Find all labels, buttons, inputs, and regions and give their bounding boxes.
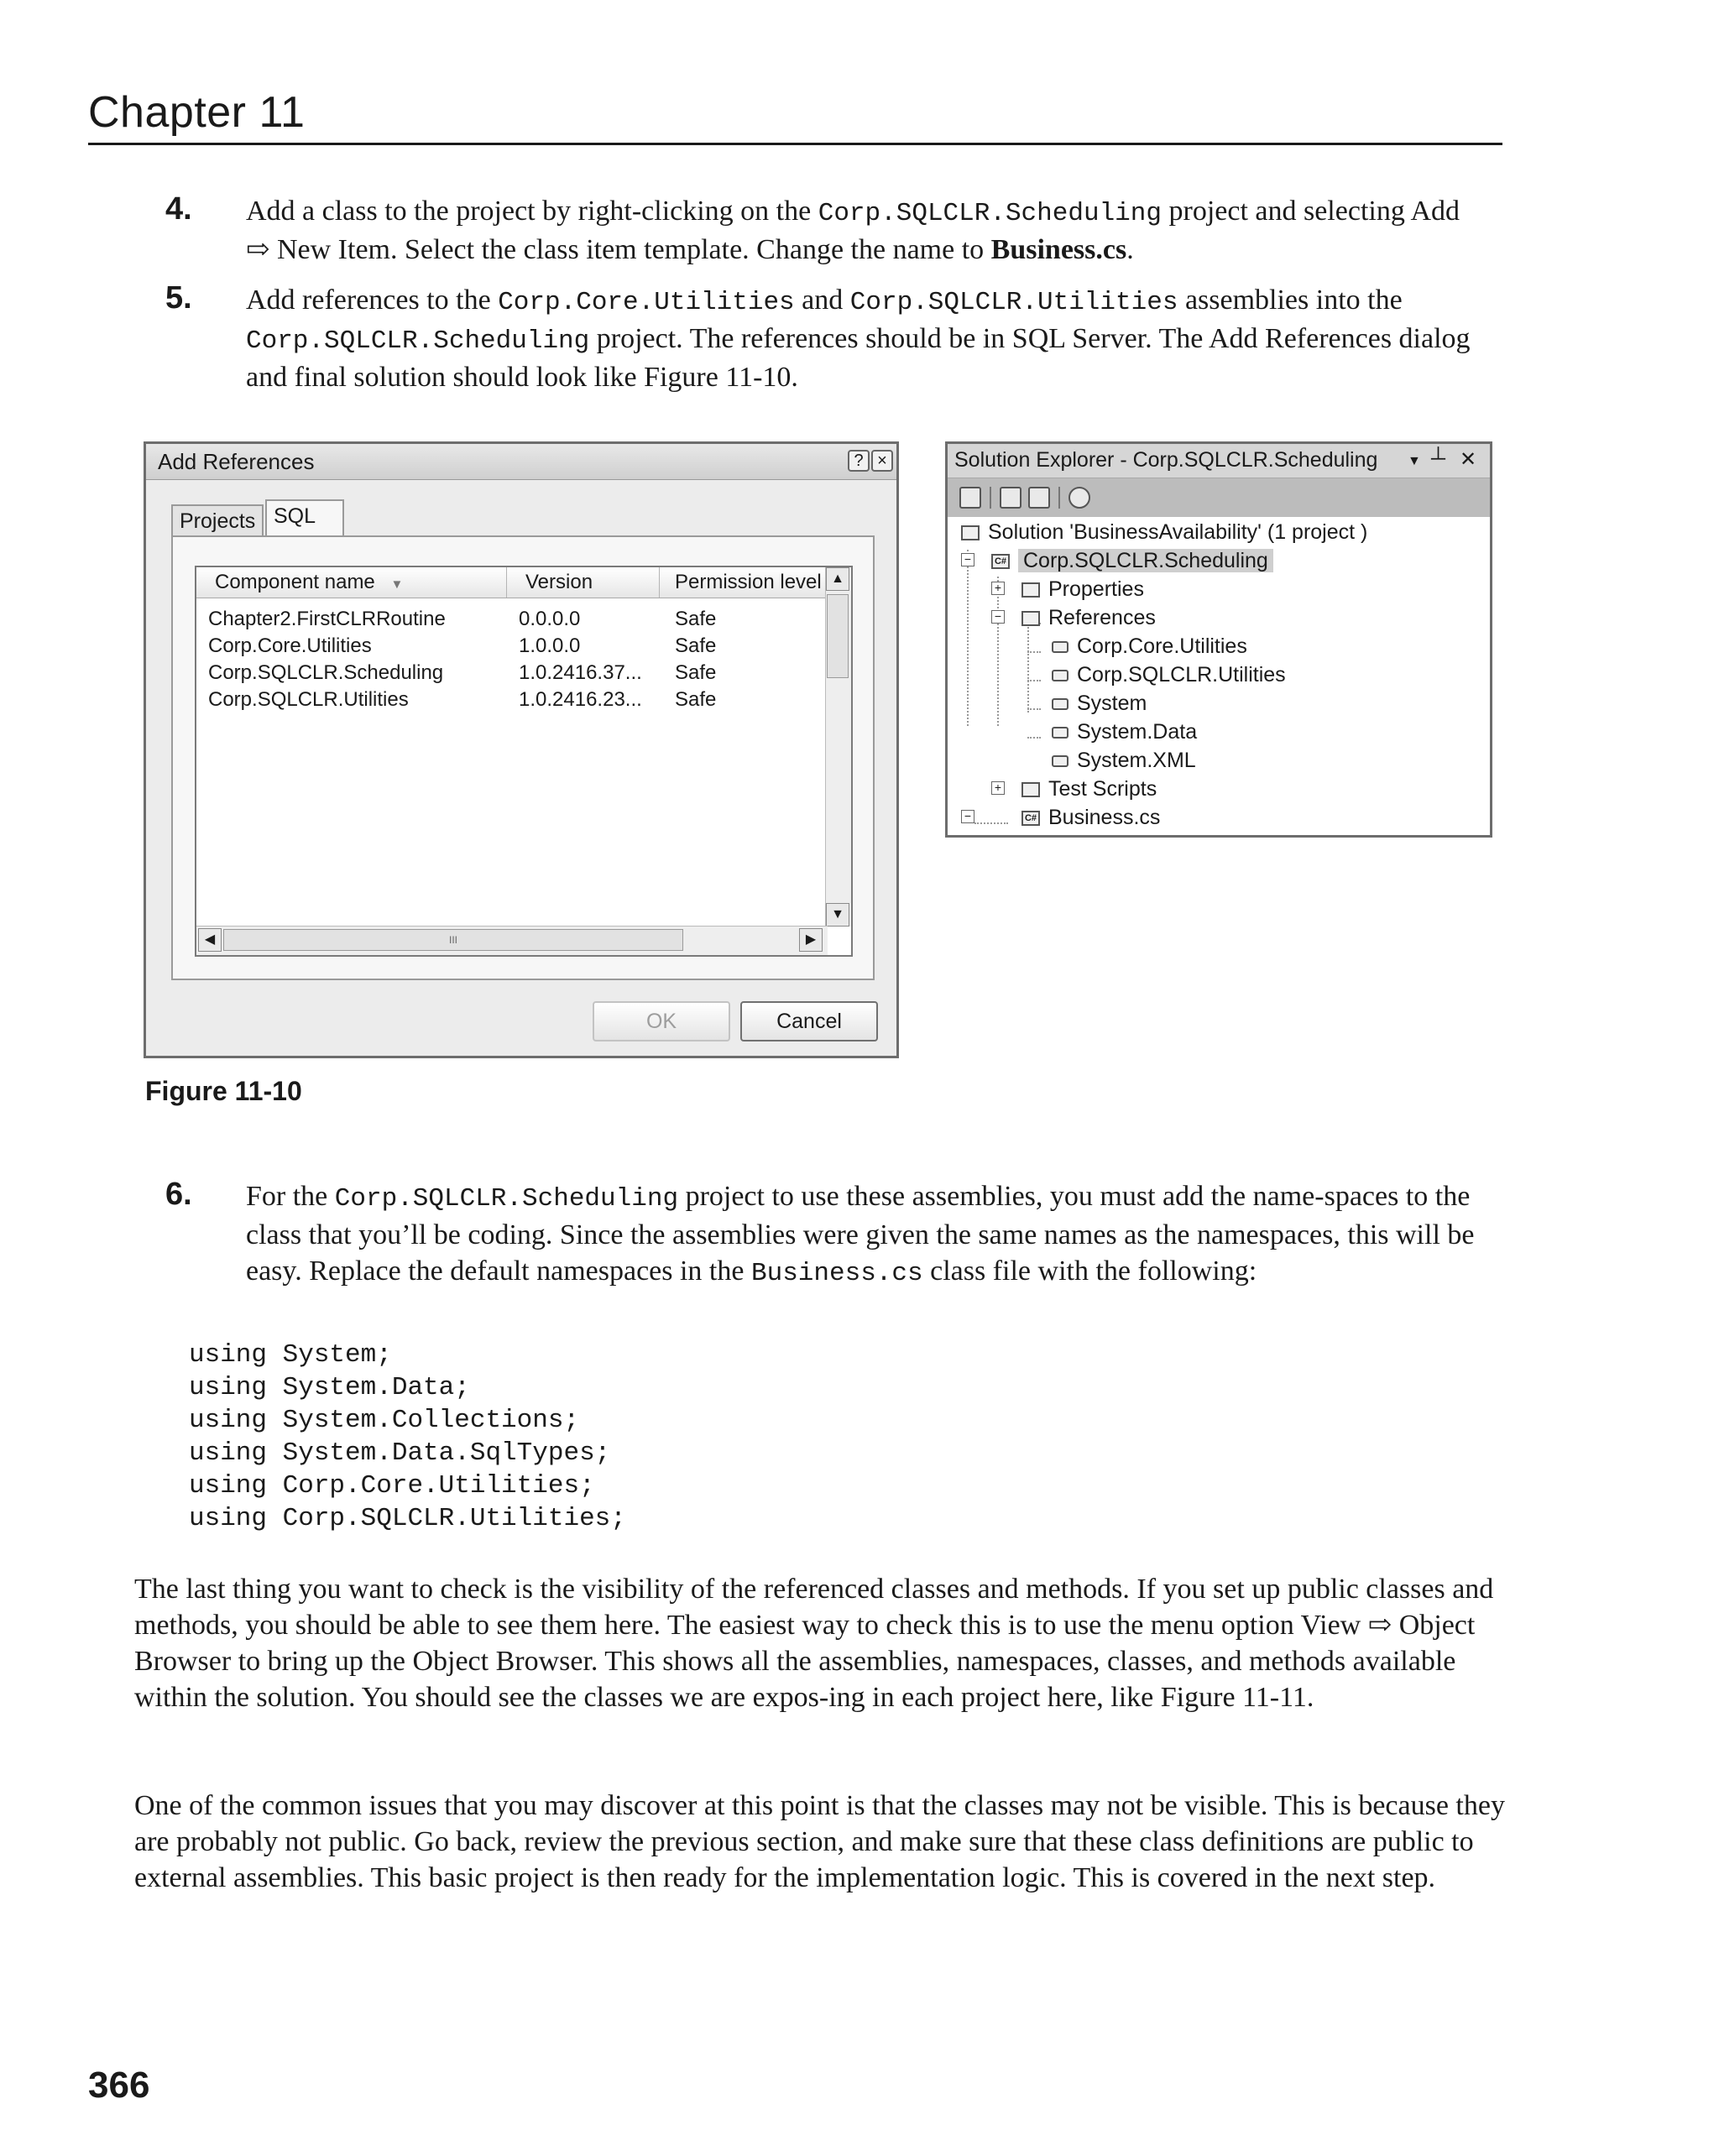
horizontal-scroll-thumb[interactable]: III [223,929,683,951]
code-line: using System.Data; [189,1373,470,1402]
component-version: 1.0.2416.37... [519,661,642,684]
component-name: Corp.Core.Utilities [208,634,372,657]
ok-button[interactable]: OK [593,1001,730,1041]
tree-node-reference[interactable] [1052,718,1197,746]
show-all-files-icon[interactable] [1000,487,1021,509]
figure-caption: Figure 11-10 [145,1076,302,1106]
step-number: 5. [165,280,192,316]
component-permission: Safe [675,634,717,657]
node-label: Corp.SQLCLR.Scheduling [1018,549,1273,572]
text-run: Add references to the [246,285,499,316]
scroll-left-icon[interactable]: ◀ [198,928,222,952]
chapter-title: Chapter 11 [88,88,306,137]
tree-line [967,550,969,726]
reference-icon [1052,698,1068,710]
tree-node-reference[interactable] [1052,689,1147,718]
horizontal-scrollbar[interactable] [196,926,828,955]
vertical-scroll-thumb[interactable] [827,594,849,678]
sort-arrow-icon: ▼ [390,577,404,592]
add-references-dialog [144,441,899,1058]
tree-line [1027,708,1041,710]
list-item[interactable] [196,686,828,713]
solution-explorer-titlebar [948,444,1490,478]
node-label: Corp.Core.Utilities [1077,634,1247,658]
toolbar-separator [1058,487,1060,509]
scroll-up-icon[interactable]: ▲ [826,567,849,591]
component-list[interactable] [195,566,853,957]
tab-panel-sql-server [171,535,875,980]
tree-node-test-scripts[interactable] [1021,775,1157,803]
tree-node-business-cs[interactable] [1021,803,1160,832]
refresh-icon[interactable] [1028,487,1050,509]
bold-run: Business.cs [990,234,1127,265]
component-permission: Safe [675,608,717,630]
code-line: using Corp.SQLCLR.Utilities; [189,1504,626,1533]
code-line: using System; [189,1340,392,1370]
tree-line [1027,651,1041,653]
component-name: Corp.SQLCLR.Utilities [208,688,409,711]
collapse-icon[interactable]: − [961,810,974,823]
dropdown-icon[interactable]: ▼ [1408,454,1421,468]
folder-open-icon [1021,611,1040,626]
tree-node-properties[interactable] [1021,575,1144,603]
text-run: project to use these assemblies, you must add the name-spaces to the class that you’ll be coding. Since the assemblies were given the same names as the namespaces, this will be easy. Replace the default namespaces in the [246,1181,1475,1287]
csharp-project-icon: C# [991,554,1010,569]
node-label: Corp.SQLCLR.Utilities [1077,663,1286,686]
body-paragraph: One of the common issues that you may discover at this point is that the classes may not be visible. This is because they are probably not public. Go back, review the previous section, and make sure that these class definitions are public to external assemblies. This basic project is then ready for the implementation logic. This is covered in the next step. [134,1790,1505,1893]
dialog-title: Add References [158,449,315,474]
header-rule [88,143,1502,145]
component-name: Corp.SQLCLR.Scheduling [208,661,444,684]
step-5 [165,282,1508,395]
code-run: Corp.SQLCLR.Utilities [849,288,1178,317]
component-name: Chapter2.FirstCLRRoutine [208,608,446,630]
column-label: Component name [215,571,375,593]
step-number: 6. [165,1177,192,1212]
text-run: class file with the following: [922,1255,1257,1287]
solution-explorer-panel [945,441,1492,838]
column-header-permission-level[interactable]: Permission level [675,571,822,593]
expand-icon[interactable]: + [991,582,1005,595]
text-run: Add a class to the project by right-clicking on the [246,196,818,227]
text-run: For the [246,1181,335,1212]
solution-icon [961,525,980,540]
solution-explorer-title: Solution Explorer - Corp.SQLCLR.Scheduling [954,448,1378,472]
code-run: Corp.Core.Utilities [498,288,795,317]
node-label: Properties [1048,577,1144,601]
text-run: project. The references should be in SQL Server. The Add References dialog and final solution should look like Figure 11-10. [246,323,1471,393]
class-diagram-icon[interactable] [1068,487,1090,509]
text-run: . [1126,234,1134,265]
tab-sql-server[interactable]: SQL [265,499,344,538]
node-label: Test Scripts [1048,777,1157,801]
tab-projects[interactable]: Projects [171,504,264,536]
step-text [246,193,1488,268]
column-header-component-name[interactable] [196,567,507,598]
tree-node-solution[interactable] [961,518,1367,546]
collapse-icon[interactable]: − [961,553,974,566]
csharp-file-icon: C# [1021,811,1040,826]
tree-node-reference[interactable] [1052,660,1286,689]
node-label: System [1077,692,1147,715]
component-permission: Safe [675,688,717,711]
vertical-scrollbar[interactable] [825,567,851,927]
step-text [246,1178,1488,1292]
help-icon[interactable]: ? [848,450,870,472]
text-run: project and selecting Add ⇨ New Item. Select the class item template. Change the name to [246,196,1460,265]
folder-icon [1021,782,1040,797]
list-item[interactable] [196,660,828,686]
text-run: and [794,285,850,316]
node-label: Solution 'BusinessAvailability' (1 project ) [988,520,1368,544]
node-label: System.XML [1077,749,1196,772]
code-line: using Corp.Core.Utilities; [189,1471,595,1501]
code-run: Corp.SQLCLR.Scheduling [818,199,1162,228]
component-permission: Safe [675,661,717,684]
tree-line [1027,737,1041,739]
expand-icon[interactable]: + [991,781,1005,795]
cancel-button[interactable]: Cancel [740,1001,878,1041]
properties-folder-icon [1021,582,1040,598]
code-line: using System.Collections; [189,1406,580,1435]
pin-icon[interactable]: ┴ [1431,447,1446,470]
tree-line [997,577,999,726]
body-paragraph: The last thing you want to check is the visibility of the referenced classes and methods. If you set up public classes and methods, you should be able to see them here. The easiest way to check this is to use the menu option View ⇨ Object Browser to bring up the Object Browser. This shows all the assemblies, namespaces, classes, and methods available within the solution. You should see the classes we are expos-ing in each project here, like Figure 11-11. [134,1574,1494,1713]
solution-explorer-toolbar [948,478,1490,517]
list-item[interactable] [196,633,828,660]
list-item[interactable] [196,606,828,633]
close-icon[interactable]: × [871,450,893,472]
solution-tree [948,518,1490,835]
tree-node-references[interactable] [1021,603,1156,632]
code-run: Corp.SQLCLR.Scheduling [334,1184,679,1214]
reference-icon [1052,641,1068,653]
component-version: 0.0.0.0 [519,608,581,630]
tree-line [1027,680,1041,681]
code-run: Corp.SQLCLR.Scheduling [246,326,590,356]
close-icon[interactable]: ✕ [1460,448,1477,471]
step-4 [165,193,1508,268]
toolbar-separator [990,487,991,509]
step-number: 4. [165,191,192,227]
scroll-right-icon[interactable]: ▶ [799,928,823,952]
node-label: Business.cs [1048,806,1161,829]
collapse-icon[interactable]: − [991,610,1005,624]
tree-node-project[interactable] [991,546,1273,575]
reference-icon [1052,755,1068,767]
list-header [196,567,828,598]
code-listing [189,1339,626,1535]
node-label: System.Data [1077,720,1198,744]
step-6 [165,1178,1508,1292]
reference-icon [1052,670,1068,681]
tree-node-reference[interactable] [1052,746,1196,775]
column-header-version[interactable]: Version [507,567,660,598]
component-version: 1.0.2416.23... [519,688,642,711]
reference-icon [1052,727,1068,739]
tree-line [974,822,1008,824]
component-version: 1.0.0.0 [519,634,581,657]
dialog-titlebar [146,444,896,480]
text-run: assemblies into the [1178,285,1403,316]
page-number: 366 [88,2065,150,2106]
scroll-down-icon[interactable]: ▼ [826,903,849,927]
step-text [246,282,1488,395]
code-run: Business.cs [750,1259,923,1288]
properties-icon[interactable] [959,487,981,509]
node-label: References [1048,606,1156,629]
code-line: using System.Data.SqlTypes; [189,1438,611,1468]
tree-node-reference[interactable] [1052,632,1247,660]
